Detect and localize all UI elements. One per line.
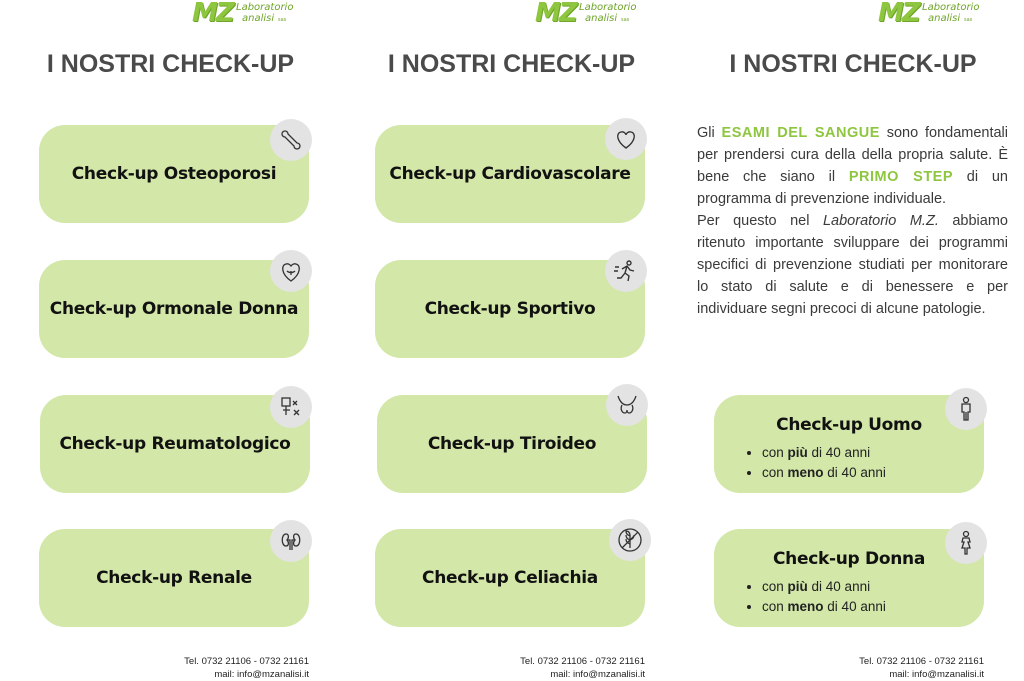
page-column-1 xyxy=(0,0,341,680)
intro-paragraph-1: Gli ESAMI DEL SANGUE sono fondamentali per prendersi cura della della propria salute. È bene che siano il PRIMO STEP di un programma di prevenzione individuale. xyxy=(697,125,1008,207)
heart-icon xyxy=(605,118,647,160)
logo-line2: analisi xyxy=(928,13,961,24)
woman-icon xyxy=(945,522,987,564)
card-label: Check-up Reumatologico xyxy=(59,434,291,454)
checkup-card-celiachia[interactable] xyxy=(375,529,645,627)
logo-suffix: sas xyxy=(964,17,973,23)
list-item: • con meno di 40 anni xyxy=(762,597,886,617)
lab-logo xyxy=(535,0,635,30)
runner-icon xyxy=(605,250,647,292)
card-label: Check-up Celiachia xyxy=(422,568,598,588)
age-list xyxy=(742,443,886,483)
card-label: Check-up Tiroideo xyxy=(427,434,597,454)
page-title: I NOSTRI CHECK-UP xyxy=(729,50,977,78)
footer-tel: Tel. 0732 21106 - 0732 21161 xyxy=(520,656,645,667)
age-list xyxy=(742,577,886,617)
lab-logo xyxy=(192,0,292,30)
footer-contacts xyxy=(120,655,309,681)
card-label: Check-up Renale xyxy=(96,568,252,588)
list-item: • con più di 40 anni xyxy=(762,577,886,597)
thyroid-icon xyxy=(606,384,648,426)
gluten-free-icon xyxy=(609,519,651,561)
footer-mail: mail: info@mzanalisi.it xyxy=(214,669,309,680)
intro-paragraph-2: Per questo nel Laboratorio M.Z. abbiamo ritenuto importante sviluppare dei programmi specifici di prevenzione studiati per monitorare lo stato di salute e di benessere e per individuare segni precoci di alcune patologie. xyxy=(697,213,1008,317)
lab-logo xyxy=(878,0,978,30)
card-label: Check-up Cardiovascolare xyxy=(389,164,631,184)
page-title: I NOSTRI CHECK-UP xyxy=(387,50,636,78)
page-title: I NOSTRI CHECK-UP xyxy=(46,50,295,78)
card-label: Check-up Ormonale Donna xyxy=(49,299,299,319)
logo-initials: MZ xyxy=(535,0,576,28)
card-title: Check-up Donna xyxy=(772,549,925,569)
footer-tel: Tel. 0732 21106 - 0732 21161 xyxy=(184,656,309,667)
list-item: • con meno di 40 anni xyxy=(762,463,886,483)
list-item: • con più di 40 anni xyxy=(762,443,886,463)
checkup-card-donna[interactable] xyxy=(714,529,984,627)
lab-name: Laboratorio M.Z. xyxy=(822,213,939,229)
logo-initials: MZ xyxy=(192,0,233,28)
logo-line1: Laboratorio xyxy=(922,2,980,13)
joint-pain-icon xyxy=(270,386,312,428)
footer-mail: mail: info@mzanalisi.it xyxy=(550,669,645,680)
logo-initials: MZ xyxy=(878,0,919,28)
card-label: Check-up Sportivo xyxy=(424,299,596,319)
man-icon xyxy=(945,388,987,430)
highlight-esami: ESAMI DEL SANGUE xyxy=(721,125,880,141)
checkup-card-renale[interactable] xyxy=(39,529,309,627)
intro-text xyxy=(697,122,1008,320)
footer-contacts xyxy=(790,655,984,681)
logo-line1: Laboratorio xyxy=(236,2,294,13)
footer-mail: mail: info@mzanalisi.it xyxy=(889,669,984,680)
footer-tel: Tel. 0732 21106 - 0732 21161 xyxy=(859,656,984,667)
card-label: Check-up Osteoporosi xyxy=(71,164,277,184)
checkup-card-uomo[interactable] xyxy=(714,395,984,493)
kidneys-icon xyxy=(270,520,312,562)
logo-line2: analisi xyxy=(585,13,618,24)
logo-suffix: sas xyxy=(278,17,287,23)
logo-suffix: sas xyxy=(621,17,630,23)
highlight-primo-step: PRIMO STEP xyxy=(848,169,954,185)
card-title: Check-up Uomo xyxy=(776,415,922,435)
uterus-heart-icon xyxy=(270,250,312,292)
checkup-card-ormonale-donna[interactable] xyxy=(39,260,309,358)
page-column-2 xyxy=(341,0,682,680)
logo-line1: Laboratorio xyxy=(579,2,637,13)
bone-icon xyxy=(270,119,312,161)
logo-line2: analisi xyxy=(242,13,275,24)
footer-contacts xyxy=(454,655,645,681)
checkup-card-osteoporosi[interactable] xyxy=(39,125,309,223)
